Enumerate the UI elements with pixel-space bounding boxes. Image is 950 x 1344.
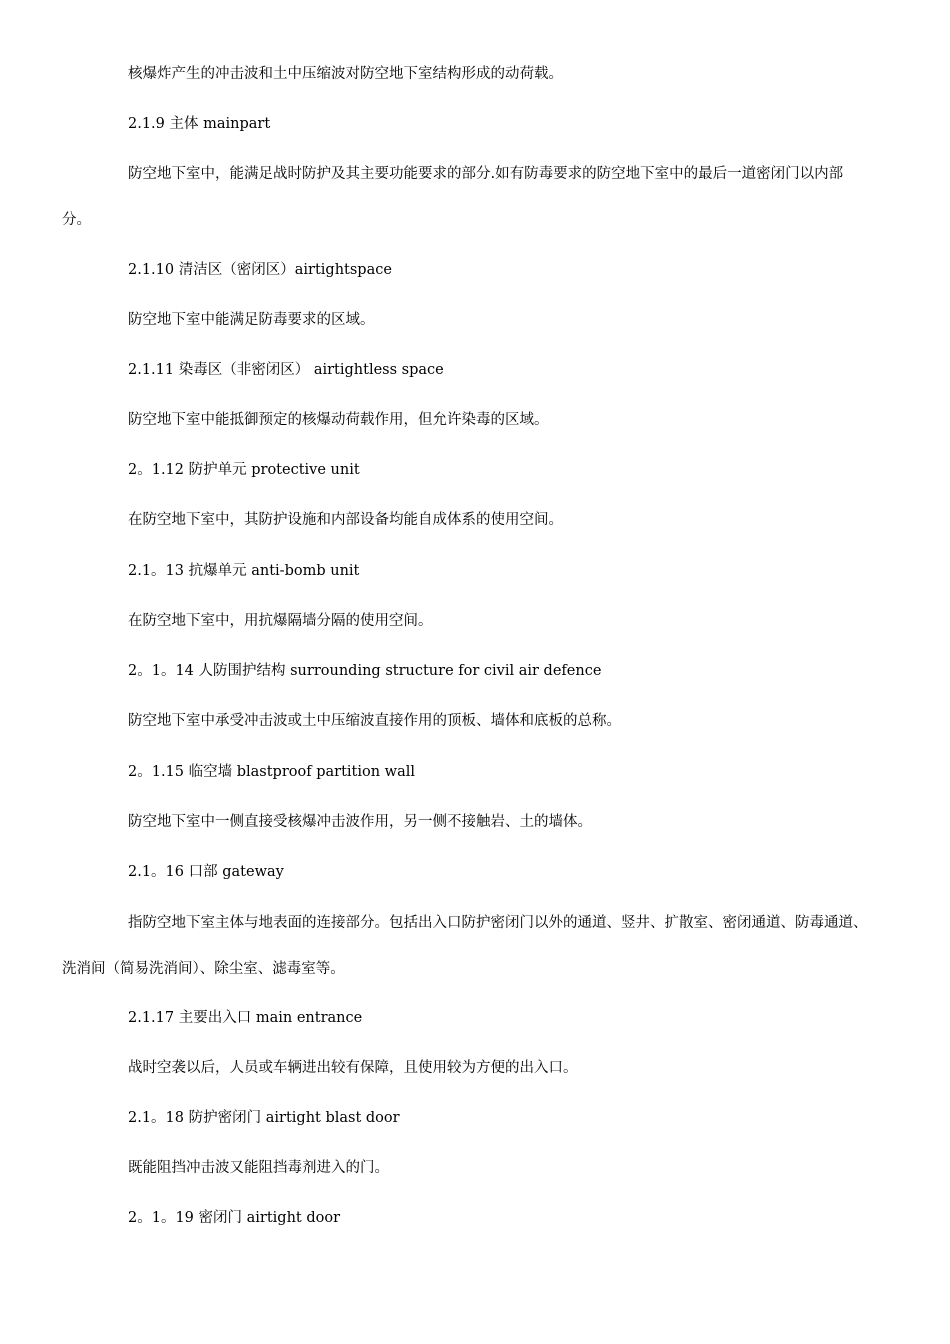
section-heading: 2.1。16 口部 gateway: [128, 864, 284, 880]
section-heading: 2。1.12 防护单元 protective unit: [128, 462, 360, 478]
section-heading: 2。1.15 临空墙 blastproof partition wall: [128, 764, 416, 780]
paragraph-text: 核爆炸产生的冲击波和土中压缩波对防空地下室结构形成的动荷载。: [128, 66, 563, 82]
paragraph-text: 战时空袭以后，人员或车辆进出较有保障，且使用较为方便的出入口。: [128, 1060, 578, 1076]
section-heading: 2.1.11 染毒区（非密闭区） airtightless space: [128, 362, 444, 378]
section-heading: 2。1。14 人防围护结构 surrounding structure for civil air defence: [128, 663, 602, 679]
paragraph-continuation: 洗消间（简易洗消间）、除尘室、滤毒室等。: [62, 961, 345, 977]
paragraph-text: 防空地下室中，能满足战时防护及其主要功能要求的部分.如有防毒要求的防空地下室中的最后一道密闭门以内部: [128, 166, 844, 182]
section-heading: 2.1.10 清洁区（密闭区）airtightspace: [128, 262, 392, 278]
section-heading: 2.1.17 主要出入口 main entrance: [128, 1010, 363, 1026]
paragraph-text: 在防空地下室中，用抗爆隔墙分隔的使用空间。: [128, 613, 433, 629]
section-heading: 2.1。18 防护密闭门 airtight blast door: [128, 1110, 400, 1126]
section-heading: 2。1。19 密闭门 airtight door: [128, 1210, 341, 1226]
paragraph-text: 既能阻挡冲击波又能阻挡毒剂进入的门。: [128, 1160, 389, 1176]
paragraph-continuation: 分。: [62, 212, 91, 228]
paragraph-text: 防空地下室中承受冲击波或土中压缩波直接作用的顶板、墙体和底板的总称。: [128, 713, 621, 729]
paragraph-text: 防空地下室中能满足防毒要求的区域。: [128, 312, 375, 328]
paragraph-text: 在防空地下室中，其防护设施和内部设备均能自成体系的使用空间。: [128, 512, 563, 528]
paragraph-text: 防空地下室中能抵御预定的核爆动荷载作用，但允许染毒的区域。: [128, 412, 549, 428]
paragraph-text: 防空地下室中一侧直接受核爆冲击波作用，另一侧不接触岩、土的墙体。: [128, 814, 592, 830]
section-heading: 2.1.9 主体 mainpart: [128, 116, 271, 132]
paragraph-text: 指防空地下室主体与地表面的连接部分。包括出入口防护密闭门以外的通道、竖井、扩散室、密闭通道、防毒通道、: [128, 915, 868, 931]
section-heading: 2.1。13 抗爆单元 anti-bomb unit: [128, 563, 360, 579]
